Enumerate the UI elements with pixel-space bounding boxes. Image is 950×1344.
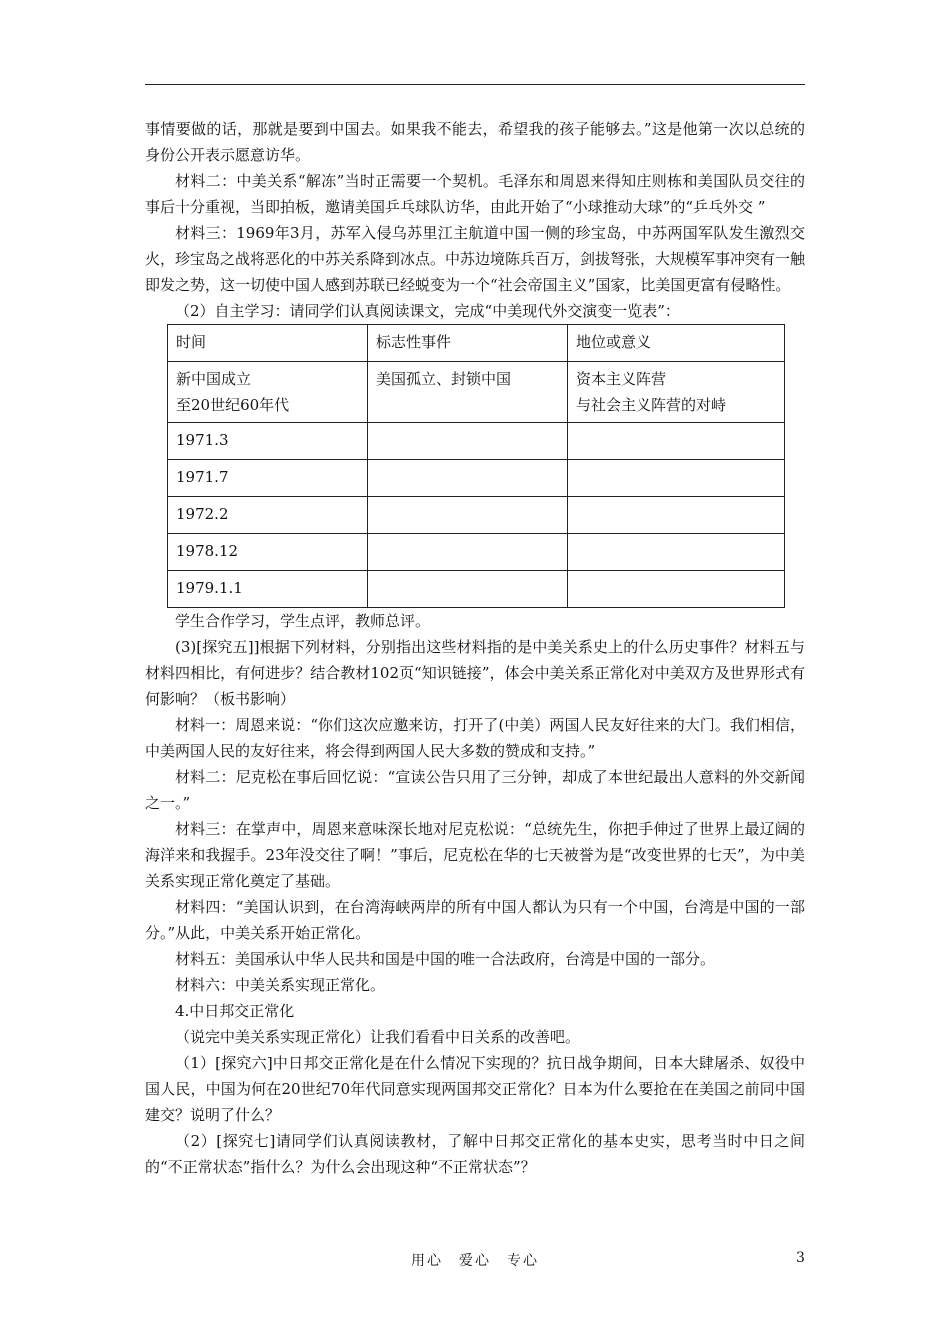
cell-meaning [568, 423, 785, 460]
paragraph: 材料二：尼克松在事后回忆说：“宣读公告只用了三分钟，却成了本世纪最出人意料的外交新闻之一。” [145, 768, 805, 812]
cell-time: 1979.1.1 [168, 571, 368, 608]
paragraph: （2）[探究七]请同学们认真阅读教材，了解中日邦交正常化的基本史实，思考当时中日之间的“不正常状态”指什么？为什么会出现这种“不正常状态”？ [145, 1132, 805, 1176]
diplomacy-table [167, 324, 785, 608]
paragraph: 材料二：中美关系“解冻”当时正需要一个契机。毛泽东和周恩来得知庄则栋和美国队员交往的事后十分重视，当即拍板，邀请美国乒乓球队访华，由此开始了“小球推动大球”的“乒乓外交 ” [145, 172, 805, 216]
cell-time-line: 新中国成立 [176, 370, 252, 388]
cell-time: 1971.7 [168, 460, 368, 497]
paragraph: 材料一：周恩来说：“你们这次应邀来访，打开了(中美）两国人民友好往来的大门。我们相信，中美两国人民的友好往来，将会得到两国人民大多数的赞成和支持。” [145, 716, 805, 760]
footer-motto: 用心 爱心 专心 [411, 1253, 539, 1269]
cell-event [368, 497, 568, 534]
bottom-paragraphs [145, 608, 805, 1180]
paragraph: （2）自主学习：请同学们认真阅读课文，完成“中美现代外交演变一览表”： [175, 302, 680, 320]
cell-time: 1972.2 [168, 497, 368, 534]
cell-meaning [568, 534, 785, 571]
paragraph: 事情要做的话，那就是要到中国去。如果我不能去，希望我的孩子能够去。”这是他第一次以总统的身份公开表示愿意访华。 [145, 120, 805, 164]
table-row [168, 497, 785, 534]
cell-meaning-line: 与社会主义阵营的对峙 [576, 396, 727, 414]
table-row [168, 571, 785, 608]
header-meaning: 地位或意义 [568, 325, 785, 362]
table-row [168, 534, 785, 571]
page-content [145, 116, 805, 1180]
cell-event [368, 534, 568, 571]
cell-time: 1978.12 [168, 534, 368, 571]
paragraph: 材料五：美国承认中华人民共和国是中国的唯一合法政府，台湾是中国的一部分。 [175, 950, 716, 968]
cell-meaning [568, 571, 785, 608]
cell-time-line: 至20世纪60年代 [176, 396, 290, 414]
paragraph: 材料三：在掌声中，周恩来意味深长地对尼克松说：“总统先生，你把手伸过了世界上最辽阔的海洋来和我握手。23年没交往了啊！”事后，尼克松在华的七天被誉为是“改变世界的七天”，为中美关系实现正常化奠定了基础。 [145, 820, 805, 890]
paragraph: （说完中美关系实现正常化）让我们看看中日关系的改善吧。 [175, 1028, 581, 1046]
cell-time [168, 362, 368, 423]
table-row [168, 362, 785, 423]
cell-meaning [568, 497, 785, 534]
table-header-row [168, 325, 785, 362]
table-body [168, 423, 785, 608]
paragraph: 材料三：1969年3月，苏军入侵乌苏里江主航道中国一侧的珍宝岛，中苏两国军队发生激烈交火，珍宝岛之战将恶化的中苏关系降到冰点。中苏边境陈兵百万，剑拔弩张，大规模军事冲突有一触即发之势，这一切使中国人感到苏联已经蜕变为一个“社会帝国主义”国家，比美国更富有侵略性。 [145, 224, 806, 294]
cell-event [368, 571, 568, 608]
cell-event [368, 423, 568, 460]
cell-meaning [568, 460, 785, 497]
paragraph: （1）[探究六]中日邦交正常化是在什么情况下实现的？抗日战争期间，日本大肆屠杀、奴役中国人民，中国为何在20世纪70年代同意实现两国邦交正常化？日本为什么要抢在在美国之前同中国建交？说明了什么？ [145, 1054, 805, 1124]
cell-time: 1971.3 [168, 423, 368, 460]
paragraph: (3)[探究五]]根据下列材料，分别指出这些材料指的是中美关系史上的什么历史事件？材料五与材料四相比，有何进步？结合教材102页“知识链接”，体会中美关系正常化对中美双方及世界形式有何影响？（板书影响） [145, 638, 805, 708]
paragraph: 学生合作学习，学生点评，教师总评。 [175, 612, 431, 630]
top-paragraphs [145, 116, 805, 324]
header-time: 时间 [168, 325, 368, 362]
header-event: 标志性事件 [368, 325, 568, 362]
cell-event [368, 460, 568, 497]
cell-meaning [568, 362, 785, 423]
paragraph: 材料六：中美关系实现正常化。 [175, 976, 386, 994]
paragraph: 材料四：“美国认识到，在台湾海峡两岸的所有中国人都认为只有一个中国，台湾是中国的一部分。”从此，中美关系开始正常化。 [145, 898, 805, 942]
cell-meaning-line: 资本主义阵营 [576, 370, 667, 388]
table-row [168, 423, 785, 460]
page-number: 3 [796, 1250, 805, 1266]
paragraph: 4.中日邦交正常化 [175, 1002, 295, 1020]
table-row [168, 460, 785, 497]
header-rule [145, 84, 805, 85]
cell-event: 美国孤立、封锁中国 [368, 362, 568, 423]
